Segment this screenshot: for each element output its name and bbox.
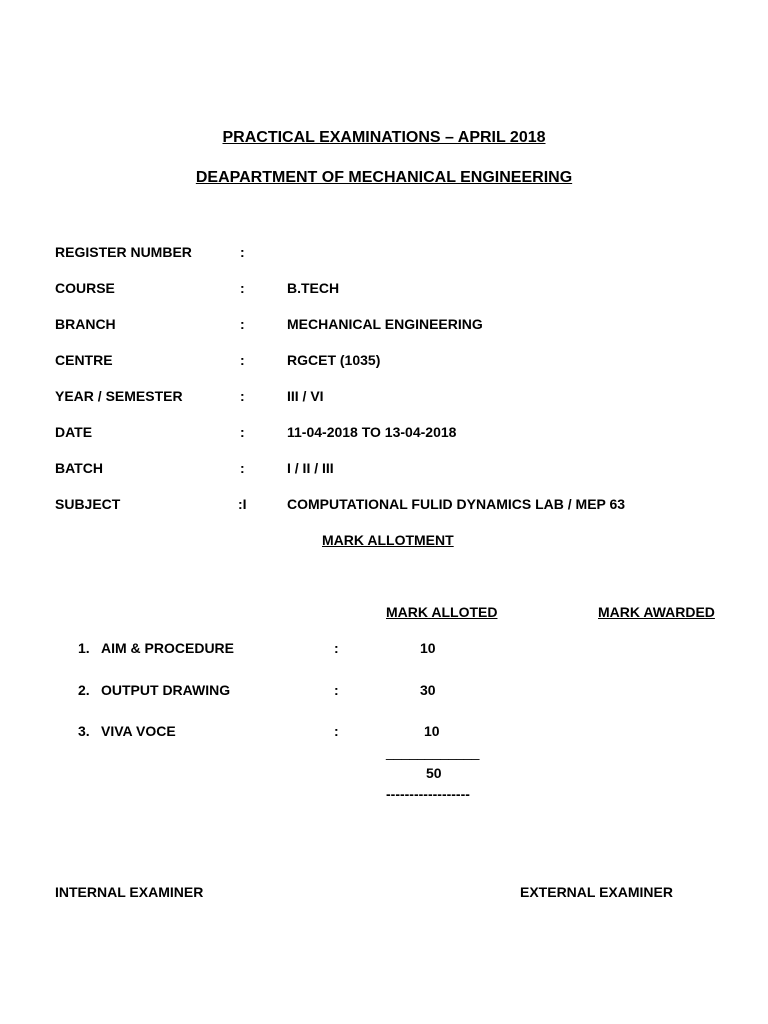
department-title: DEAPARTMENT OF MECHANICAL ENGINEERING bbox=[195, 169, 573, 186]
mark-item-sep: : bbox=[334, 723, 339, 739]
field-value-branch: MECHANICAL ENGINEERING bbox=[287, 316, 483, 332]
field-sep-register-number: : bbox=[240, 244, 245, 260]
field-label-year-semester: YEAR / SEMESTER bbox=[55, 388, 183, 404]
mark-item-number: 3. bbox=[78, 723, 90, 739]
field-label-subject: SUBJECT bbox=[55, 496, 121, 512]
field-sep-course: : bbox=[240, 280, 245, 296]
mark-item-value: 10 bbox=[424, 723, 440, 739]
mark-item-label: AIM & PROCEDURE bbox=[101, 640, 235, 656]
mark-item-label: OUTPUT DRAWING bbox=[101, 682, 231, 698]
mark-item-number: 1. bbox=[78, 640, 90, 656]
field-label-centre: CENTRE bbox=[55, 352, 113, 368]
mark-item-label: VIVA VOCE bbox=[101, 723, 176, 739]
field-sep-branch: : bbox=[240, 316, 245, 332]
field-value-batch: I / II / III bbox=[287, 460, 334, 476]
total-dash-rule: ------------------ bbox=[386, 786, 470, 802]
field-value-date: 11-04-2018 TO 13-04-2018 bbox=[287, 424, 457, 440]
field-label-course: COURSE bbox=[55, 280, 115, 296]
external-examiner-label: EXTERNAL EXAMINER bbox=[520, 884, 673, 900]
total-marks: 50 bbox=[426, 765, 442, 781]
field-label-batch: BATCH bbox=[55, 460, 103, 476]
field-sep-year-semester: : bbox=[240, 388, 245, 404]
field-label-branch: BRANCH bbox=[55, 316, 116, 332]
field-sep-centre: : bbox=[240, 352, 245, 368]
mark-item-number: 2. bbox=[78, 682, 90, 698]
field-label-register-number: REGISTER NUMBER bbox=[55, 244, 192, 260]
mark-item-value: 10 bbox=[420, 640, 436, 656]
field-sep-batch: : bbox=[240, 460, 245, 476]
field-sep-date: : bbox=[240, 424, 245, 440]
mark-allotment-heading: MARK ALLOTMENT bbox=[322, 532, 454, 548]
field-value-course: B.TECH bbox=[287, 280, 340, 296]
mark-item-sep: : bbox=[334, 640, 339, 656]
exam-title: PRACTICAL EXAMINATIONS – APRIL 2018 bbox=[222, 129, 546, 146]
field-value-centre: RGCET (1035) bbox=[287, 352, 381, 368]
field-label-date: DATE bbox=[55, 424, 93, 440]
field-value-subject: COMPUTATIONAL FULID DYNAMICS LAB / MEP 63 bbox=[287, 496, 626, 512]
mark-item-value: 30 bbox=[420, 682, 436, 698]
field-sep-subject: :I bbox=[238, 496, 247, 512]
column-header-mark-awarded: MARK AWARDED bbox=[598, 604, 715, 620]
mark-item-sep: : bbox=[334, 682, 339, 698]
internal-examiner-label: INTERNAL EXAMINER bbox=[55, 884, 204, 900]
field-value-year-semester: III / VI bbox=[287, 388, 324, 404]
column-header-mark-alloted: MARK ALLOTED bbox=[386, 604, 498, 620]
total-underline-rule: ____________ bbox=[386, 744, 480, 760]
